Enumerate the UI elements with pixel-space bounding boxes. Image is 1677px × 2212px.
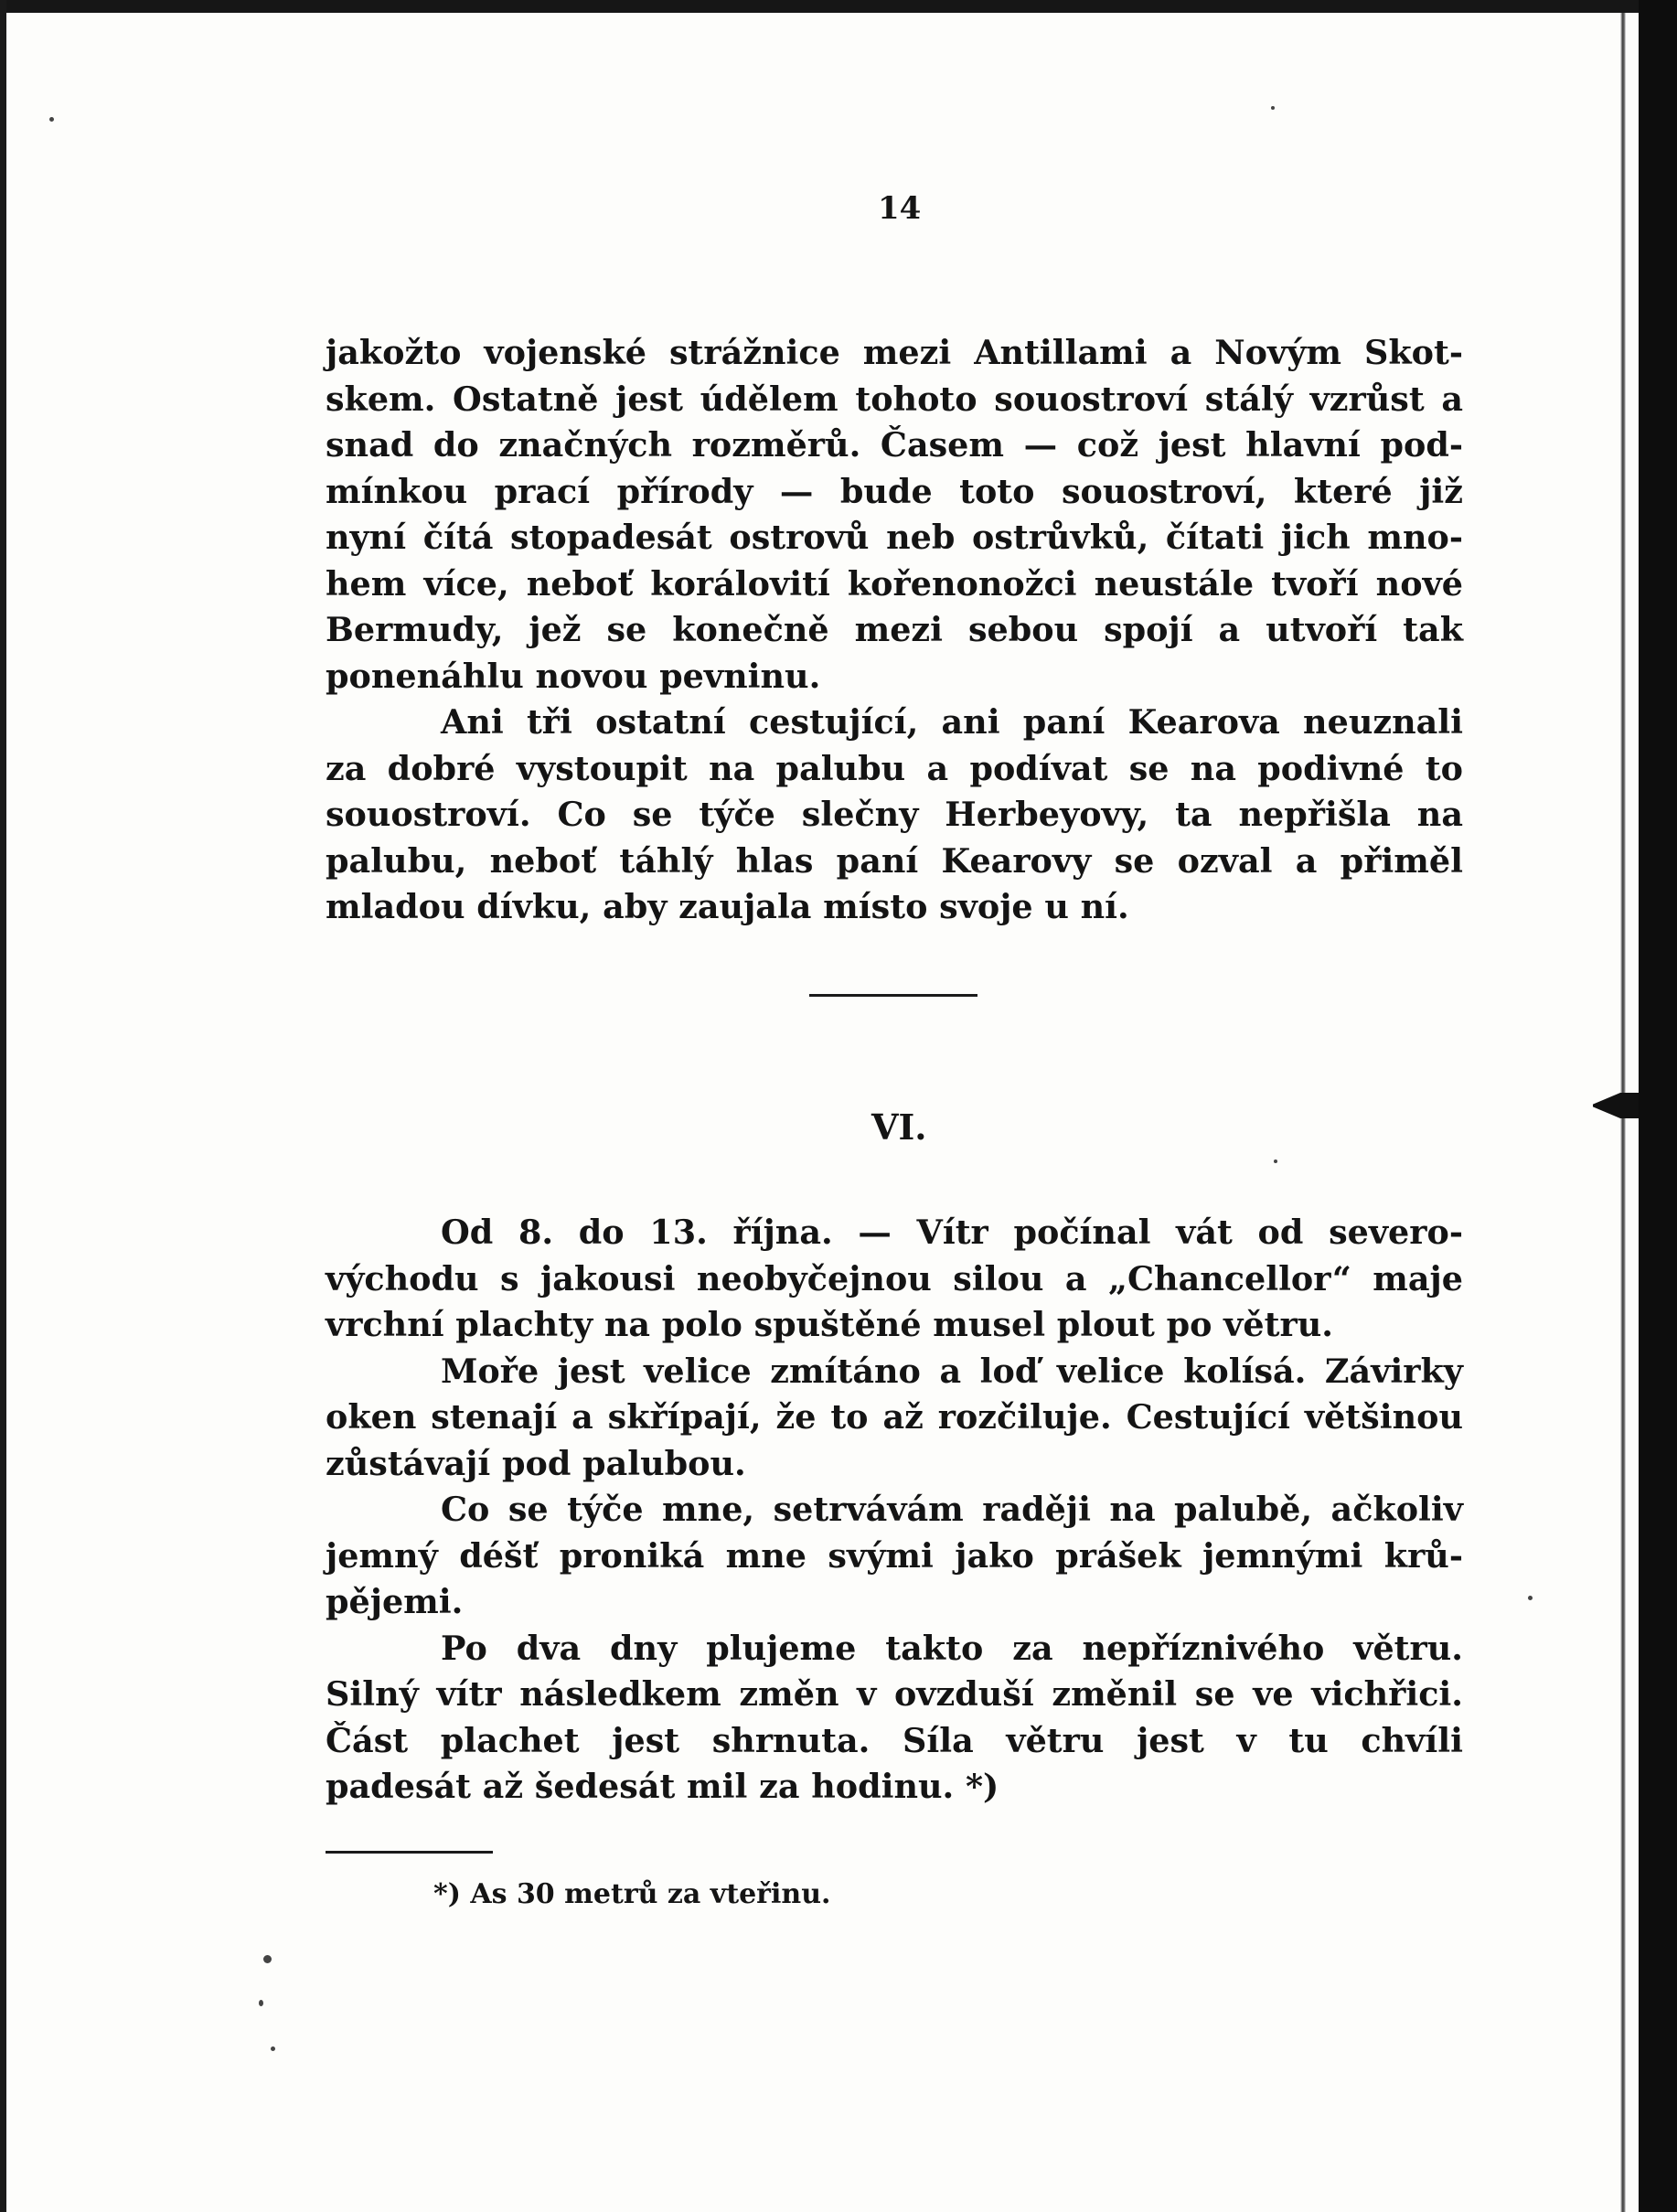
text-line: pějemi. [326,1582,464,1621]
text-line: Od 8. do 13. října. — Vítr počínal vát od severo- [441,1213,1463,1252]
binding-notch [1593,1093,1639,1118]
page-number: 14 [878,190,922,227]
text-line: Moře jest velice zmítáno a loď velice kolísá. Závirky [441,1351,1463,1391]
text-line: Silný vítr následkem změn v ovzduší změnil se ve vichřici. [326,1674,1463,1714]
scan-speck [259,2000,263,2006]
text-line: Po dva dny plujeme takto za nepříznivého větru. [441,1628,1463,1668]
scan-speck [49,117,54,122]
scan-speck [263,1955,272,1963]
scan-speck [1274,1159,1277,1163]
paragraph-block-october [326,1210,1463,1811]
text-line: snad do značných rozměrů. Časem — což jest hlavní pod- [326,425,1463,465]
scan-border-left [0,0,6,2212]
text-line: skem. Ostatně jest údělem tohoto souostroví stálý vzrůst a [326,379,1463,419]
text-line: zůstávají pod palubou. [326,1443,746,1483]
text-line: palubu, neboť táhlý hlas paní Kearovy se ozval a přiměl [326,840,1463,881]
scan-border-top [0,0,1677,13]
scan-speck [271,2046,275,2051]
scan-speck [1271,106,1275,110]
text-line: Část plachet jest shrnuta. Síla větru jest v tu chvíli [326,1720,1463,1760]
text-line: Co se týče mne, setrvávám raději na palubě, ačkoliv [441,1490,1463,1529]
text-line: mladou dívku, aby zaujala místo svoje u ní. [326,887,1129,926]
paragraph-block-bermudy [326,330,1463,931]
section-divider-rule [809,994,977,997]
text-line: ponenáhlu novou pevninu. [326,656,821,696]
text-line: jakožto vojenské strážnice mezi Antillami a Novým Skot- [326,333,1463,372]
text-line: východu s jakousi neobyčejnou silou a „Chancellor“ maje [326,1258,1463,1298]
text-line: za dobré vystoupit na palubu a podívat se na podivné to [326,748,1463,788]
text-line: jemný déšť proniká mne svými jako prášek jemnými krů- [326,1535,1463,1576]
text-line: nyní čítá stopadesát ostrovů neb ostrůvků, čítati jich mno- [326,518,1463,557]
text-line: oken stenají a skřípají, že to až rozčiluje. Cestující většinou [326,1397,1463,1437]
text-line: Ani tři ostatní cestující, ani paní Kearova neuznali [441,702,1463,742]
footnote-rule [326,1851,493,1854]
scan-speck [1528,1596,1533,1600]
scan-border-right [1639,0,1677,2212]
text-line: padesát až šedesát mil za hodinu. *) [326,1767,999,1806]
text-line: souostroví. Co se týče slečny Herbeyovy, ta nepřišla na [326,795,1463,834]
text-line: hem více, neboť korálovití kořenonožci neustále tvoří nové [326,563,1463,604]
chapter-heading: VI. [871,1106,927,1148]
footnote: *) As 30 metrů za vteřinu. [433,1878,831,1910]
text-line: vrchní plachty na polo spuštěné musel plout po větru. [326,1305,1333,1344]
text-line: mínkou prací přírody — bude toto souostroví, které již [326,471,1463,511]
text-line: Bermudy, jež se konečně mezi sebou spojí a utvoří tak [326,610,1463,649]
